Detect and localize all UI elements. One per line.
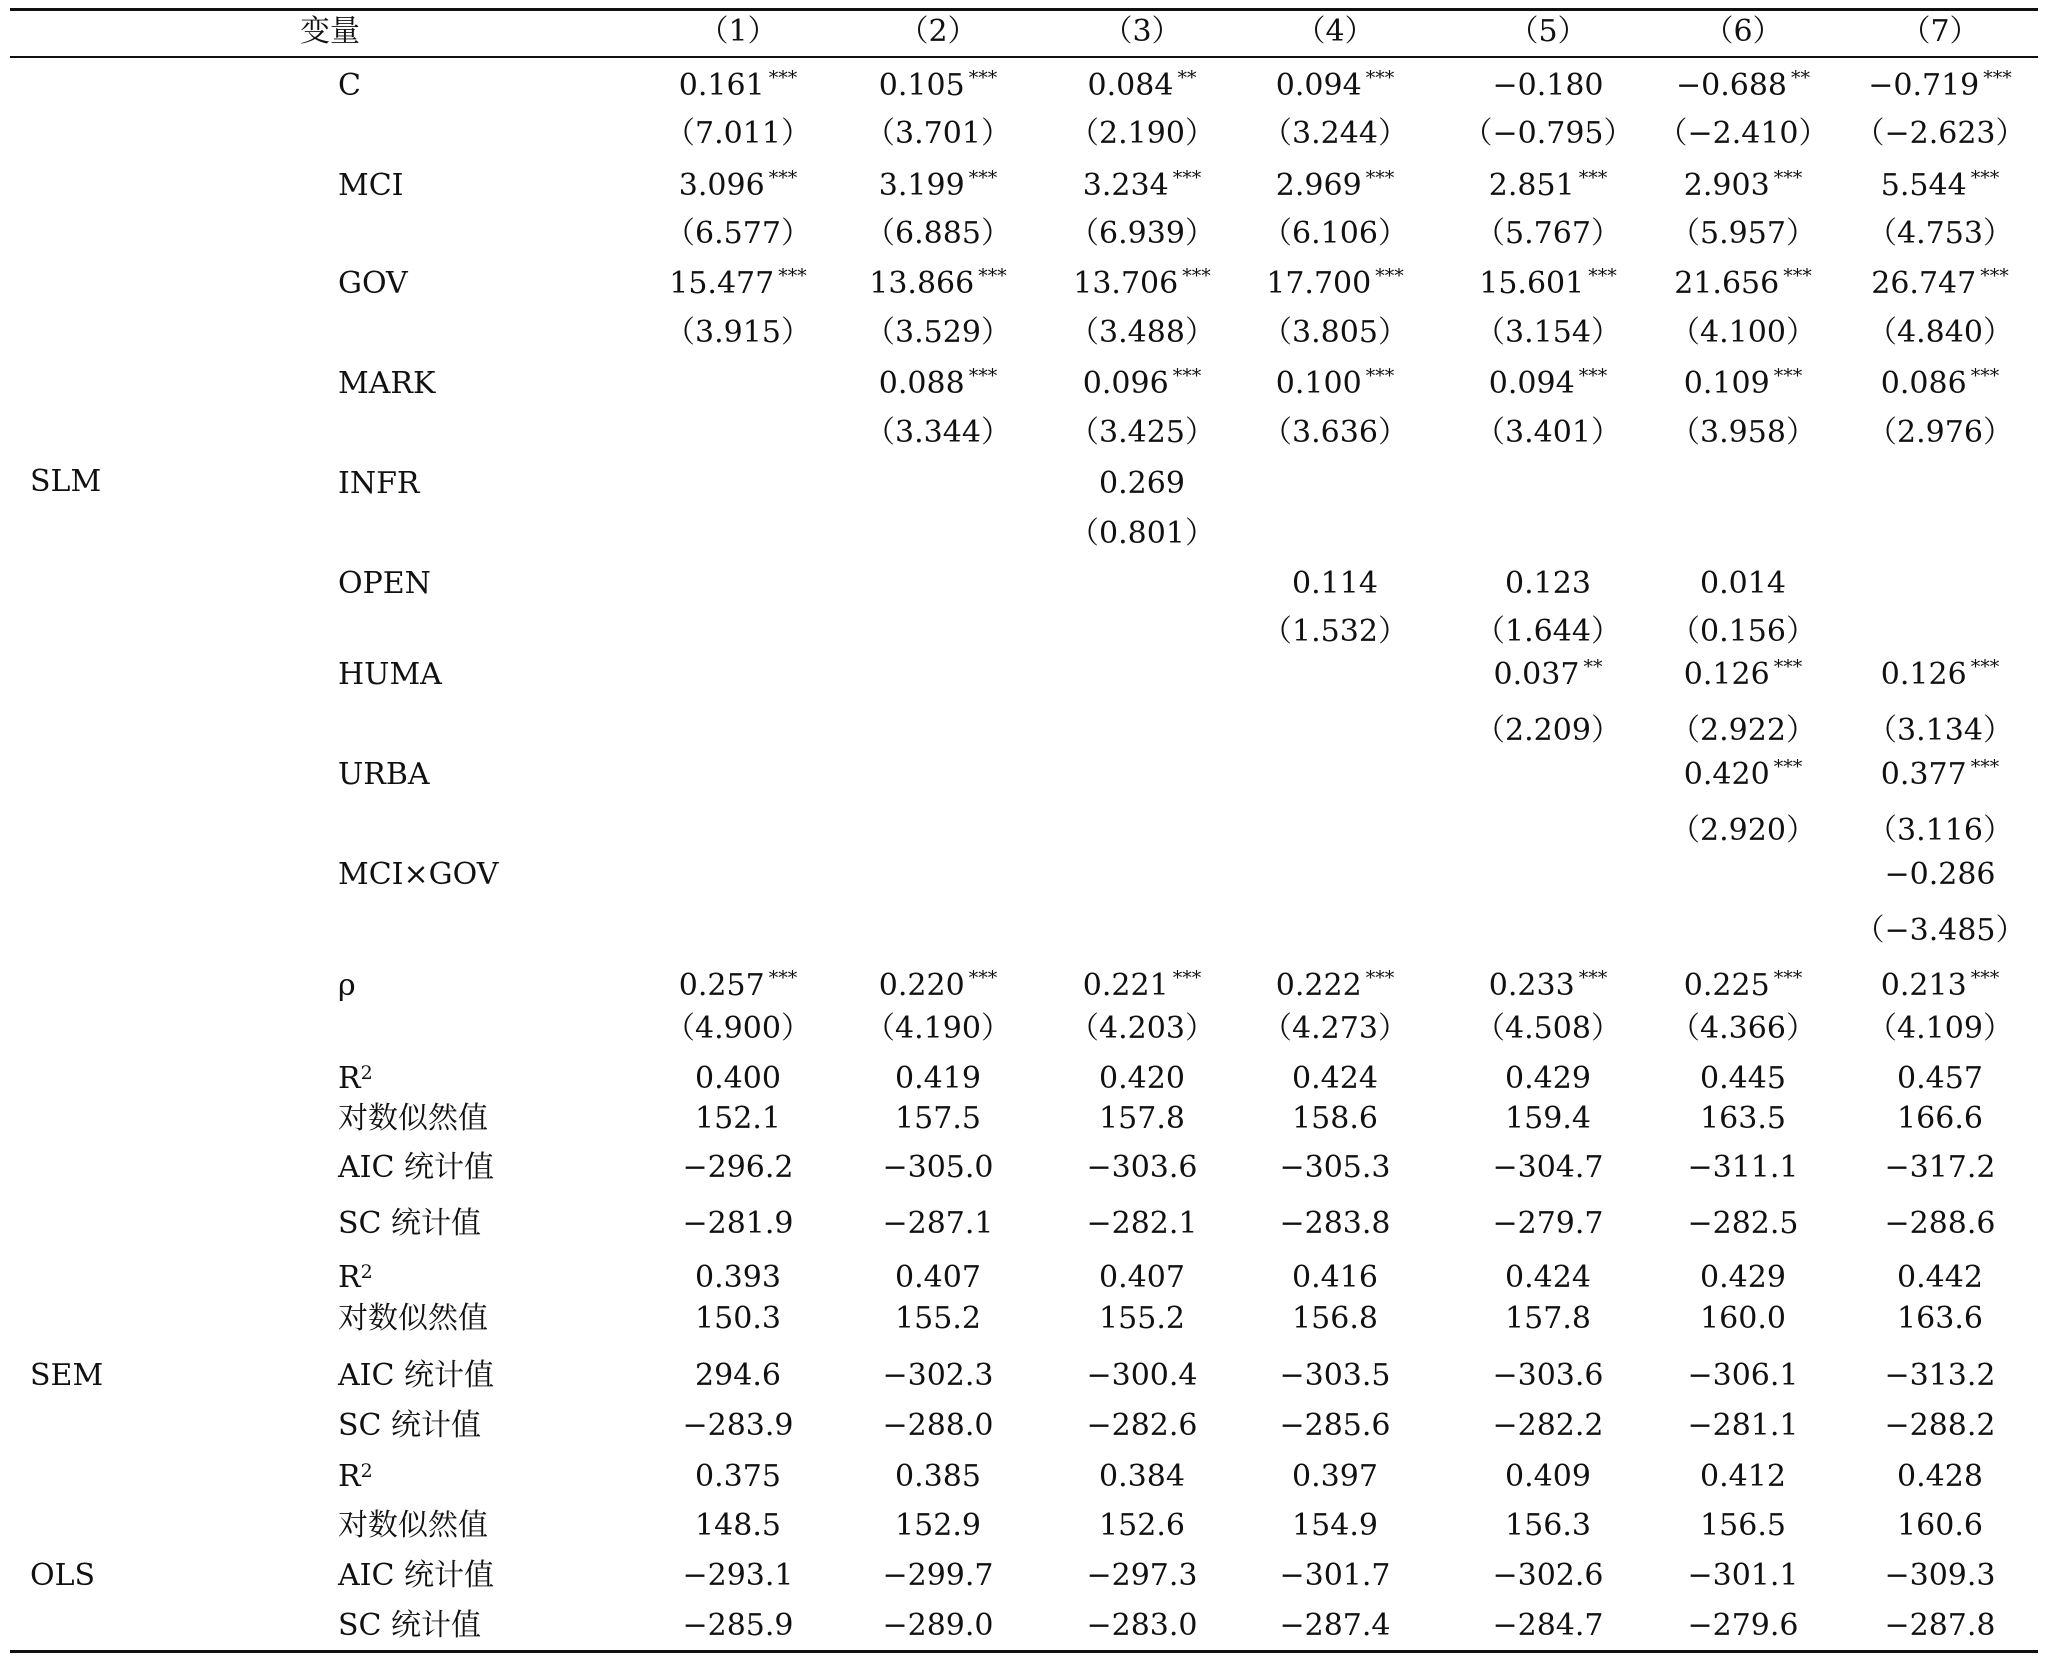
t-stat-cell: （3.915） xyxy=(665,315,811,350)
coef-cell xyxy=(869,266,1006,302)
stat-value: −302.6 xyxy=(1492,1558,1604,1593)
t-stat-cell: （3.805） xyxy=(1262,315,1408,350)
t-stat-cell: （3.244） xyxy=(1262,116,1408,151)
stat-value: 150.3 xyxy=(695,1301,781,1336)
stat-value: 152.9 xyxy=(895,1508,981,1543)
stat-value: 0.428 xyxy=(1897,1459,1983,1494)
coef-value: 0.161 xyxy=(678,68,765,103)
header-col-2: （2） xyxy=(898,14,978,49)
stat-label-r2: $R^2$ xyxy=(338,1260,373,1295)
stat-value: −305.3 xyxy=(1279,1150,1391,1185)
t-stat-cell: （5.957） xyxy=(1670,216,1816,251)
coef-cell xyxy=(1871,266,2008,302)
stat-value: −289.0 xyxy=(882,1608,994,1643)
row-label-3: MARK xyxy=(338,366,436,401)
stat-value: 166.6 xyxy=(1897,1101,1983,1136)
stat-value: −282.5 xyxy=(1687,1206,1799,1241)
stat-value: 0.429 xyxy=(1700,1260,1786,1295)
stat-value: 154.9 xyxy=(1292,1508,1378,1543)
t-stat-cell: （−2.623） xyxy=(1854,116,2026,151)
coef-cell xyxy=(679,68,797,104)
stat-value: −287.4 xyxy=(1279,1608,1391,1643)
significance-stars: *** xyxy=(968,67,998,89)
coef-cell xyxy=(1489,168,1607,204)
coef-value: 0.213 xyxy=(1880,968,1967,1003)
header-col-1: （1） xyxy=(698,14,778,49)
stat-value: −317.2 xyxy=(1884,1150,1996,1185)
coef-cell xyxy=(1868,68,2012,104)
significance-stars: *** xyxy=(778,265,807,287)
row-label-2: GOV xyxy=(338,266,408,301)
significance-stars: *** xyxy=(1773,967,1803,989)
coef-cell xyxy=(1684,366,1802,402)
stat-value: −288.0 xyxy=(882,1408,994,1443)
coef-cell xyxy=(1083,968,1201,1004)
coef-value: 0.037 xyxy=(1493,657,1580,692)
header-col-4: （4） xyxy=(1295,14,1375,49)
t-stat-cell: （5.767） xyxy=(1475,216,1621,251)
stat-value: −279.7 xyxy=(1492,1206,1604,1241)
t-stat-cell: （2.922） xyxy=(1670,713,1816,748)
t-stat-cell: （6.577） xyxy=(665,216,811,251)
stat-label-loglik: 对数似然值 xyxy=(338,1101,488,1136)
coef-cell xyxy=(1073,266,1210,302)
superscript-2: 2 xyxy=(360,1261,373,1283)
coef-cell xyxy=(1881,657,1999,693)
coef-cell xyxy=(1881,168,1999,204)
stat-value: −287.8 xyxy=(1884,1608,1996,1643)
coef-value: 0.126 xyxy=(1880,657,1967,692)
significance-stars: *** xyxy=(1365,167,1395,189)
stat-value: 0.407 xyxy=(895,1260,981,1295)
stat-value: 0.400 xyxy=(695,1061,781,1096)
stat-value: 0.442 xyxy=(1897,1260,1983,1295)
row-label-6: HUMA xyxy=(338,657,442,692)
coef-cell xyxy=(1674,266,1811,302)
coef-value: −0.719 xyxy=(1868,68,1980,103)
t-stat-cell: （2.920） xyxy=(1670,813,1816,848)
bottom-rule xyxy=(10,1650,2038,1653)
significance-stars: *** xyxy=(1365,365,1395,387)
coef-value: 13.706 xyxy=(1073,266,1179,301)
coef-value: 0.114 xyxy=(1292,566,1378,601)
t-stat-cell: （3.636） xyxy=(1262,415,1408,450)
significance-stars: *** xyxy=(968,365,998,387)
significance-stars: *** xyxy=(1970,756,2000,778)
coef-cell xyxy=(1489,366,1607,402)
header-col-6: （6） xyxy=(1703,14,1783,49)
significance-stars: *** xyxy=(1172,167,1202,189)
coef-value: −0.180 xyxy=(1492,68,1604,103)
stat-value: 0.407 xyxy=(1099,1260,1185,1295)
group-label-slm: SLM xyxy=(30,464,102,499)
coef-value: 3.096 xyxy=(678,168,765,203)
t-stat-cell: （4.840） xyxy=(1867,315,2013,350)
header-rule xyxy=(10,56,2038,58)
stat-label-r2: $R^2$ xyxy=(338,1061,373,1096)
stat-value: −284.7 xyxy=(1492,1608,1604,1643)
row-label-7: URBA xyxy=(338,757,430,792)
coef-cell xyxy=(679,968,797,1004)
header-col-5: （5） xyxy=(1508,14,1588,49)
coef-cell xyxy=(1494,657,1603,693)
stat-value: −285.6 xyxy=(1279,1408,1391,1443)
top-rule xyxy=(10,8,2038,11)
stat-value: 163.6 xyxy=(1897,1301,1983,1336)
t-stat-cell: （3.344） xyxy=(865,415,1011,450)
coef-value: 2.969 xyxy=(1275,168,1362,203)
significance-stars: *** xyxy=(1970,365,2000,387)
significance-stars: *** xyxy=(1783,265,1812,287)
coef-cell xyxy=(1083,366,1201,402)
stat-value: −313.2 xyxy=(1884,1358,1996,1393)
t-stat-cell: （3.488） xyxy=(1069,315,1215,350)
stat-value: 163.5 xyxy=(1700,1101,1786,1136)
stat-label-aic: AIC 统计值 xyxy=(338,1558,495,1593)
coef-cell xyxy=(1276,366,1394,402)
stat-label-sc: SC 统计值 xyxy=(338,1608,482,1643)
significance-stars: *** xyxy=(1773,756,1803,778)
stat-value: 0.416 xyxy=(1292,1260,1378,1295)
stat-value: 156.3 xyxy=(1505,1508,1591,1543)
t-stat-cell: （3.701） xyxy=(865,116,1011,151)
significance-stars: *** xyxy=(1172,967,1202,989)
stat-value: −305.0 xyxy=(882,1150,994,1185)
coef-cell xyxy=(679,168,797,204)
t-stat-cell: （6.106） xyxy=(1262,216,1408,251)
t-stat-cell: （4.203） xyxy=(1069,1011,1215,1046)
stat-value: 0.424 xyxy=(1505,1260,1591,1295)
stat-value: −303.6 xyxy=(1492,1358,1604,1393)
t-stat-cell: （3.154） xyxy=(1475,315,1621,350)
header-col-7: （7） xyxy=(1900,14,1980,49)
stat-value: −288.2 xyxy=(1884,1408,1996,1443)
t-stat-cell: （4.109） xyxy=(1867,1011,2013,1046)
t-stat-cell: （4.508） xyxy=(1475,1011,1621,1046)
coef-value: 0.014 xyxy=(1700,566,1786,601)
coef-value: 0.377 xyxy=(1880,757,1967,792)
stat-value: 158.6 xyxy=(1292,1101,1378,1136)
significance-stars: *** xyxy=(1773,167,1803,189)
stat-value: −299.7 xyxy=(882,1558,994,1593)
stat-value: −293.1 xyxy=(682,1558,794,1593)
stat-value: 0.412 xyxy=(1700,1459,1786,1494)
stat-value: −288.6 xyxy=(1884,1206,1996,1241)
stat-value: −281.9 xyxy=(682,1206,794,1241)
coef-cell xyxy=(879,366,997,402)
coef-value: 0.220 xyxy=(878,968,965,1003)
stat-value: −281.1 xyxy=(1687,1408,1799,1443)
stat-value: 0.424 xyxy=(1292,1061,1378,1096)
stat-value: 0.445 xyxy=(1700,1061,1786,1096)
stat-label-sc: SC 统计值 xyxy=(338,1408,482,1443)
header-col-3: （3） xyxy=(1102,14,1182,49)
t-stat-cell: （3.529） xyxy=(865,315,1011,350)
coef-value: 0.086 xyxy=(1880,366,1967,401)
significance-stars: *** xyxy=(1578,365,1608,387)
t-stat-cell: （3.958） xyxy=(1670,415,1816,450)
coef-cell xyxy=(1884,857,1995,893)
coef-value: 0.100 xyxy=(1275,366,1362,401)
t-stat-cell: （0.801） xyxy=(1069,516,1215,551)
stat-value: −302.3 xyxy=(882,1358,994,1393)
coef-cell xyxy=(1276,168,1394,204)
row-label-9: ρ xyxy=(338,968,356,1003)
stat-value: −287.1 xyxy=(882,1206,994,1241)
t-stat-cell: （2.976） xyxy=(1867,415,2013,450)
coef-cell xyxy=(1684,657,1802,693)
coef-value: 5.544 xyxy=(1880,168,1967,203)
coef-cell xyxy=(1684,968,1802,1004)
row-label-4: INFR xyxy=(338,466,420,501)
significance-stars: *** xyxy=(1970,967,2000,989)
coef-value: 0.094 xyxy=(1488,366,1575,401)
stat-label-loglik: 对数似然值 xyxy=(338,1508,488,1543)
t-stat-cell: （3.134） xyxy=(1867,713,2013,748)
t-stat-cell: （4.190） xyxy=(865,1011,1011,1046)
coef-value: 0.096 xyxy=(1082,366,1169,401)
coef-cell xyxy=(1276,968,1394,1004)
stat-value: −309.3 xyxy=(1884,1558,1996,1593)
stat-value: 159.4 xyxy=(1505,1101,1591,1136)
coef-value: 15.601 xyxy=(1479,266,1585,301)
coef-value: 0.269 xyxy=(1099,466,1185,501)
t-stat-cell: （1.644） xyxy=(1475,614,1621,649)
stat-label-loglik: 对数似然值 xyxy=(338,1301,488,1336)
coef-cell xyxy=(879,168,997,204)
stat-value: −297.3 xyxy=(1086,1558,1198,1593)
coef-value: 0.225 xyxy=(1683,968,1770,1003)
t-stat-cell: （2.190） xyxy=(1069,116,1215,151)
coef-value: −0.286 xyxy=(1884,857,1996,892)
stat-value: 0.397 xyxy=(1292,1459,1378,1494)
t-stat-cell: （4.753） xyxy=(1867,216,2013,251)
stat-value: 152.6 xyxy=(1099,1508,1185,1543)
coef-value: 0.126 xyxy=(1683,657,1770,692)
significance-stars: ** xyxy=(1583,656,1603,678)
stat-label-r2: $R^2$ xyxy=(338,1459,373,1494)
significance-stars: *** xyxy=(1578,167,1608,189)
coef-value: −0.688 xyxy=(1675,68,1788,103)
stat-value: −282.2 xyxy=(1492,1408,1604,1443)
stat-value: 148.5 xyxy=(695,1508,781,1543)
stat-value: 294.6 xyxy=(695,1358,781,1393)
coef-value: 0.420 xyxy=(1683,757,1770,792)
significance-stars: *** xyxy=(1773,365,1803,387)
coef-cell xyxy=(1881,757,1999,793)
significance-stars: *** xyxy=(1588,265,1617,287)
coef-value: 2.851 xyxy=(1488,168,1575,203)
t-stat-cell: （2.209） xyxy=(1475,713,1621,748)
coef-value: 21.656 xyxy=(1674,266,1780,301)
coef-cell xyxy=(1676,68,1810,104)
t-stat-cell: （3.425） xyxy=(1069,415,1215,450)
coef-value: 13.866 xyxy=(869,266,975,301)
t-stat-cell: （4.366） xyxy=(1670,1011,1816,1046)
significance-stars: *** xyxy=(1983,67,2012,89)
stat-value: 0.457 xyxy=(1897,1061,1983,1096)
coef-cell xyxy=(1083,168,1201,204)
significance-stars: *** xyxy=(968,167,998,189)
coef-cell xyxy=(1684,168,1802,204)
stat-label-aic: AIC 统计值 xyxy=(338,1150,495,1185)
coef-cell xyxy=(879,968,997,1004)
row-label-5: OPEN xyxy=(338,566,431,601)
stat-label-aic: AIC 统计值 xyxy=(338,1358,495,1393)
stat-value: −279.6 xyxy=(1687,1608,1799,1643)
coef-cell xyxy=(1088,68,1197,104)
coef-cell xyxy=(1266,266,1403,302)
coef-value: 0.123 xyxy=(1505,566,1591,601)
superscript-2: 2 xyxy=(360,1062,373,1084)
coef-value: 17.700 xyxy=(1266,266,1372,301)
significance-stars: *** xyxy=(768,67,798,89)
stat-value: 0.384 xyxy=(1099,1459,1185,1494)
t-stat-cell: （4.900） xyxy=(665,1011,811,1046)
coef-value: 0.084 xyxy=(1087,68,1174,103)
coef-cell xyxy=(1489,968,1607,1004)
superscript-2: 2 xyxy=(360,1460,373,1482)
header-variable: 变量 xyxy=(300,14,360,49)
coef-cell xyxy=(1276,68,1394,104)
coef-value: 0.094 xyxy=(1275,68,1362,103)
t-stat-cell: （0.156） xyxy=(1670,614,1816,649)
row-label-0: C xyxy=(338,68,361,103)
coef-value: 0.233 xyxy=(1488,968,1575,1003)
stat-value: 0.429 xyxy=(1505,1061,1591,1096)
stat-value: 160.6 xyxy=(1897,1508,1983,1543)
t-stat-cell: （1.532） xyxy=(1262,614,1408,649)
stat-value: −285.9 xyxy=(682,1608,794,1643)
stat-value: 155.2 xyxy=(895,1301,981,1336)
significance-stars: *** xyxy=(768,967,798,989)
stat-value: 156.5 xyxy=(1700,1508,1786,1543)
stat-value: 155.2 xyxy=(1099,1301,1185,1336)
coef-cell xyxy=(1479,266,1616,302)
coef-cell xyxy=(1292,566,1378,602)
stat-value: 157.8 xyxy=(1505,1301,1591,1336)
coef-cell xyxy=(879,68,997,104)
stat-value: −301.1 xyxy=(1687,1558,1799,1593)
coef-value: 15.477 xyxy=(669,266,775,301)
stat-value: 0.393 xyxy=(695,1260,781,1295)
t-stat-cell: （6.939） xyxy=(1069,216,1215,251)
coef-cell xyxy=(1505,566,1591,602)
coef-cell xyxy=(1881,366,1999,402)
t-stat-cell: （6.885） xyxy=(865,216,1011,251)
t-stat-cell: （−0.795） xyxy=(1462,116,1634,151)
t-stat-cell: （3.116） xyxy=(1867,813,2013,848)
coef-value: 3.234 xyxy=(1082,168,1169,203)
coef-cell xyxy=(669,266,806,302)
stat-value: −301.7 xyxy=(1279,1558,1391,1593)
stat-value: 0.385 xyxy=(895,1459,981,1494)
significance-stars: ** xyxy=(1791,67,1811,89)
stat-value: 157.5 xyxy=(895,1101,981,1136)
stat-value: −283.0 xyxy=(1086,1608,1198,1643)
significance-stars: *** xyxy=(1578,967,1608,989)
significance-stars: *** xyxy=(1970,656,2000,678)
stat-label-sc: SC 统计值 xyxy=(338,1206,482,1241)
coef-value: 0.088 xyxy=(878,366,965,401)
stat-value: 0.409 xyxy=(1505,1459,1591,1494)
significance-stars: *** xyxy=(1773,656,1803,678)
stat-value: −282.6 xyxy=(1086,1408,1198,1443)
row-label-8: MCI×GOV xyxy=(338,857,499,892)
stat-value: 157.8 xyxy=(1099,1101,1185,1136)
stat-value: −283.9 xyxy=(682,1408,794,1443)
t-stat-cell: （4.100） xyxy=(1670,315,1816,350)
stat-value: −311.1 xyxy=(1687,1150,1799,1185)
stat-value: −303.6 xyxy=(1086,1150,1198,1185)
stat-value: −306.1 xyxy=(1687,1358,1799,1393)
group-label-sem: SEM xyxy=(30,1358,104,1393)
stat-value: −296.2 xyxy=(682,1150,794,1185)
row-label-1: MCI xyxy=(338,168,404,203)
coef-value: 26.747 xyxy=(1871,266,1977,301)
t-stat-cell: （3.401） xyxy=(1475,415,1621,450)
stat-value: 152.1 xyxy=(695,1101,781,1136)
coef-cell xyxy=(1099,466,1185,502)
stat-value: −283.8 xyxy=(1279,1206,1391,1241)
coef-cell xyxy=(1492,68,1603,104)
coef-cell xyxy=(1700,566,1786,602)
significance-stars: *** xyxy=(1375,265,1404,287)
t-stat-cell: （7.011） xyxy=(665,116,811,151)
stat-value: −282.1 xyxy=(1086,1206,1198,1241)
coef-value: 0.105 xyxy=(878,68,965,103)
coef-value: 0.221 xyxy=(1082,968,1169,1003)
significance-stars: *** xyxy=(1365,67,1395,89)
stat-value: −304.7 xyxy=(1492,1150,1604,1185)
coef-value: 0.257 xyxy=(678,968,765,1003)
significance-stars: *** xyxy=(968,967,998,989)
stat-value: 0.375 xyxy=(695,1459,781,1494)
significance-stars: *** xyxy=(1980,265,2009,287)
significance-stars: *** xyxy=(1970,167,2000,189)
t-stat-cell: （−3.485） xyxy=(1854,913,2026,948)
stat-value: 0.419 xyxy=(895,1061,981,1096)
coef-cell xyxy=(1684,757,1802,793)
significance-stars: *** xyxy=(978,265,1007,287)
significance-stars: *** xyxy=(768,167,798,189)
coef-cell xyxy=(1881,968,1999,1004)
stat-value: −303.5 xyxy=(1279,1358,1391,1393)
significance-stars: ** xyxy=(1177,67,1197,89)
group-label-ols: OLS xyxy=(30,1558,96,1593)
coef-value: 0.222 xyxy=(1275,968,1362,1003)
stat-value: 156.8 xyxy=(1292,1301,1378,1336)
coef-value: 0.109 xyxy=(1683,366,1770,401)
significance-stars: *** xyxy=(1365,967,1395,989)
significance-stars: *** xyxy=(1182,265,1211,287)
coef-value: 3.199 xyxy=(878,168,965,203)
stat-value: −300.4 xyxy=(1086,1358,1198,1393)
t-stat-cell: （−2.410） xyxy=(1657,116,1829,151)
stat-value: 160.0 xyxy=(1700,1301,1786,1336)
stat-value: 0.420 xyxy=(1099,1061,1185,1096)
coef-value: 2.903 xyxy=(1683,168,1770,203)
significance-stars: *** xyxy=(1172,365,1202,387)
t-stat-cell: （4.273） xyxy=(1262,1011,1408,1046)
